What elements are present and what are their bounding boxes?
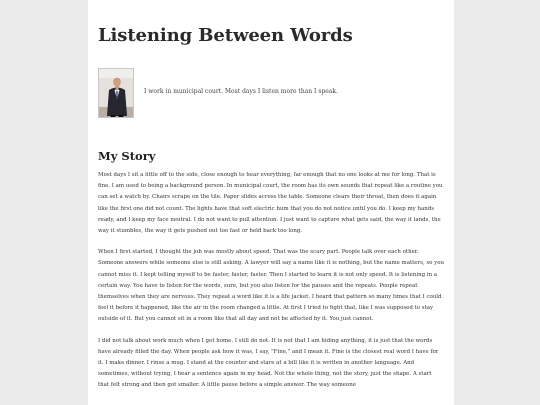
author-bio: I work in municipal court. Most days I listen more than I speak. bbox=[144, 88, 338, 95]
person-photo-icon bbox=[99, 69, 134, 118]
story-paragraph: Most days I sit a little off to the side, close enough to hear everything, far enough that no one looks at me for long. That is fine. I am used to being a background person. In municipal court, the room has its own sounds that repeat like a routine you can set a watch by. Chairs scrape on the tile. Paper slides across the table. Someone clears their throat, then does it again like the first one did not count. The lights have that soft electric hum that you do not notice until you do. I keep my hands ready, and I keep my face neutral. I do not want to pull attention. I just want to capture what gets said, the way it lands, the way it stumbles, the way it gets pushed out too fast or held back too long. bbox=[98, 172, 443, 235]
page-title: Listening Between Words bbox=[98, 25, 353, 46]
story-paragraph: I did not talk about work much when I got home. I still do not. It is not that I am hiding anything, it is just that the words have already filled the day. When people ask how it was, I say, "Fine," and I mean it. Fine is the closest real word I have for it. I make dinner. I rinse a mug. I stand at the counter and stare at a bill like it is written in another language. And sometimes, without trying, I hear a sentence again in my head. Not the whole thing, not the story, just the shape. A start that felt strong and then got smaller. A little pause before a simple answer. The way someone bbox=[98, 337, 439, 389]
author-profile bbox=[98, 68, 444, 118]
page-column bbox=[88, 0, 454, 405]
story-body bbox=[98, 170, 444, 402]
story-paragraph: When I first started, I thought the job was mostly about speed. That was the scary part. People talk over each other. Someone answers while someone else is still asking. A lawyer will say a name like it is nothing, but the name matters, so you cannot miss it. I kept telling myself to be faster, faster, faster. Then I started to learn it is not only speed. It is listening in a certain way. You have to listen for the words, sure, but you also listen for the pauses and the repeats. People repeat themselves when they are nervous. They repeat a word like it is a life jacket. I heard that pattern so many times that I could feel it before it happened, like the air in the room changed a little. At first I tried to fight that, like I was supposed to stay outside of it. But you cannot sit in a room like that all day and not be affected by it. You just cannot. bbox=[98, 249, 445, 323]
section-heading: My Story bbox=[98, 149, 156, 163]
avatar bbox=[98, 68, 134, 118]
